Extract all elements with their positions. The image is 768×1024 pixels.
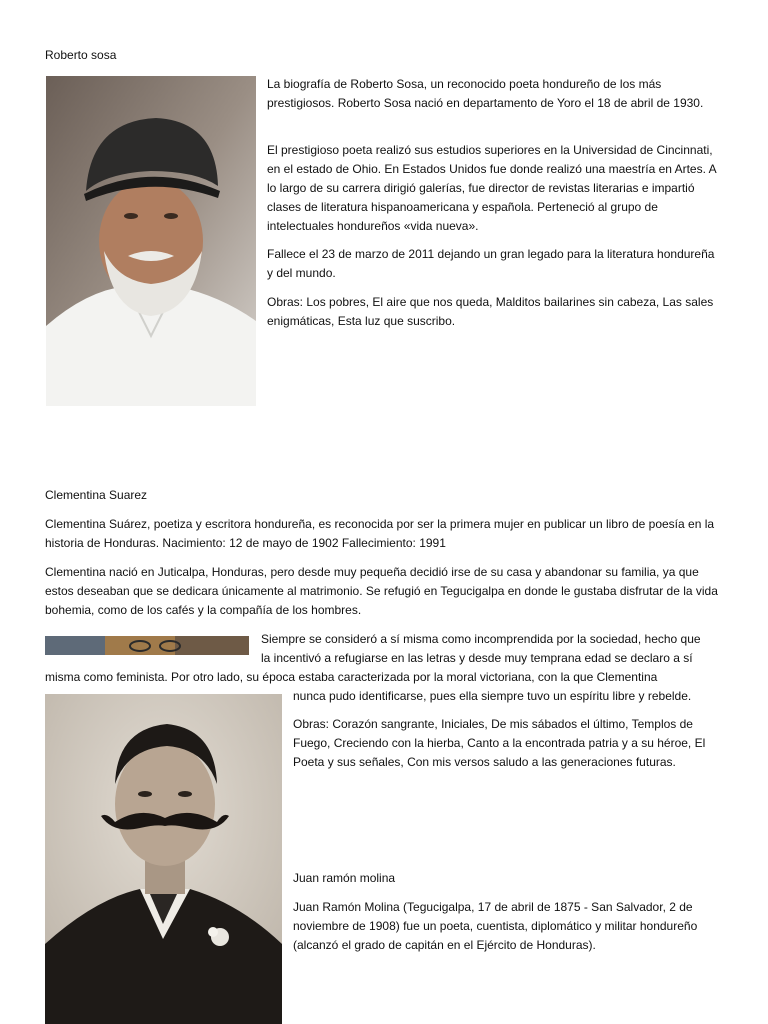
clementina-suarez-paragraph-1: Clementina Suárez, poetiza y escritora hondureña, es reconocida por ser la primera mujer en publicar un libro de poesía en la historia de Honduras. Nacimiento: 12 de mayo de 1902 Fallecimiento: 1991: [45, 517, 715, 550]
juan-ramon-molina-paragraph-1: Juan Ramón Molina (Tegucigalpa, 17 de abril de 1875 - San Salvador, 2 de noviembre de 1908) fue un poeta, cuentista, diplomático y militar hondureño (alcanzó el grado de capitán en el Ejército de Honduras).: [293, 900, 698, 952]
clementina-suarez-photo-strip: [45, 636, 249, 655]
roberto-sosa-bio-paragraph-1: La biografía de Roberto Sosa, un reconocido poeta hondureño de los más prestigiosos. Roberto Sosa nació en departamento de Yoro el 18 de abril de 1930.: [267, 77, 704, 110]
clementina-suarez-paragraph-3-line-4: nunca pudo identificarse, pues ella siempre tuvo un espíritu libre y rebelde.: [293, 689, 692, 703]
clementina-suarez-obras: Obras: Corazón sangrante, Iniciales, De mis sábados el último, Templos de Fuego, Creciendo con la hierba, Canto a la encontrada patria y a su héroe, El Poeta y sus señales, Con mis versos saludo a las generaciones futuras.: [293, 717, 706, 769]
juan-ramon-molina-photo: [45, 694, 282, 1024]
roberto-sosa-photo: [46, 76, 256, 406]
clementina-suarez-paragraph-3-line-3: misma como feminista. Por otro lado, su época estaba caracterizada por la moral victoriana, con la que Clementina: [45, 670, 658, 684]
roberto-sosa-bio-paragraph-3: Fallece el 23 de marzo de 2011 dejando un gran legado para la literatura hondureña y del mundo.: [267, 247, 715, 280]
roberto-sosa-obras: Obras: Los pobres, El aire que nos queda, Malditos bailarines sin cabeza, Las sales enigmáticas, Esta luz que suscribo.: [267, 295, 714, 328]
clementina-suarez-paragraph-3-line-2: la incentivó a refugiarse en las letras y desde muy temprana edad se declaro a sí: [261, 651, 693, 665]
clementina-suarez-paragraph-3-line-1: Siempre se consideró a sí misma como incomprendida por la sociedad, hecho que: [261, 632, 701, 646]
clementina-suarez-heading: Clementina Suarez: [45, 488, 148, 502]
clementina-suarez-paragraph-2: Clementina nació en Juticalpa, Honduras, pero desde muy pequeña decidió irse de su casa y abandonar su familia, ya que estos deseaban que se dedicara únicamente al matrimonio. Se refugió en Tegucigalpa en donde le gustaba disfrutar de la vida bohemia, como de los cafés y la compañía de los hombres.: [45, 565, 718, 617]
roberto-sosa-heading: Roberto sosa: [45, 48, 117, 62]
roberto-sosa-bio-paragraph-2: El prestigioso poeta realizó sus estudios superiores en la Universidad de Cincinnati, en el estado de Ohio. En Estados Unidos fue donde realizó una maestría en Artes. A lo largo de su carrera dirigió galerías, fue director de revistas literarias e impartió clases de literatura hispanoamericana y española. Perteneció al grupo de intelectuales hondureños «vida nueva».: [267, 143, 716, 233]
juan-ramon-molina-heading: Juan ramón molina: [293, 871, 396, 885]
